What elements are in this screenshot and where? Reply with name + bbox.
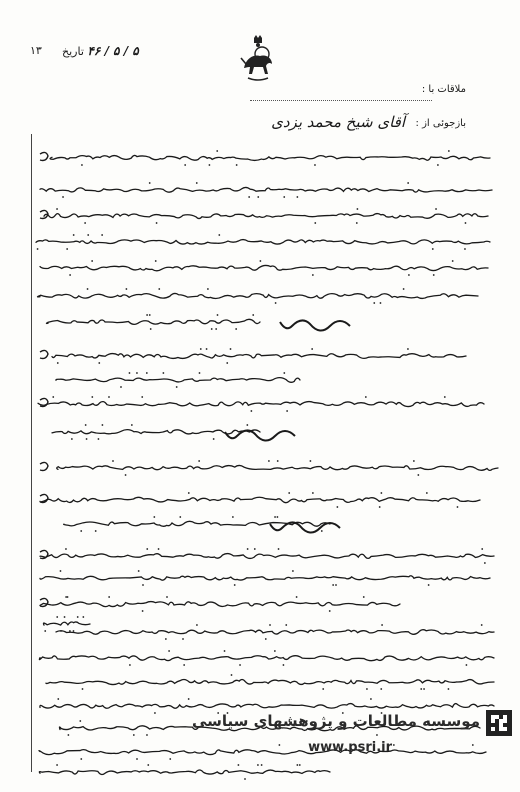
handwriting-dot (60, 570, 62, 572)
handwriting-dot (84, 222, 86, 224)
handwriting-dot (206, 348, 208, 350)
handwriting-dot (146, 548, 148, 550)
handwriting-dot (146, 314, 148, 316)
handwriting-dot (465, 222, 467, 224)
handwriting-dot (420, 688, 422, 690)
handwriting-dot (274, 650, 276, 652)
handwriting-dot (232, 516, 234, 518)
handwritten-line (44, 214, 488, 219)
handwriting-dot (198, 460, 200, 462)
handwriting-dot (380, 492, 382, 494)
handwriting-dot (380, 688, 382, 690)
handwriting-dot (224, 650, 226, 652)
handwriting-dot (155, 260, 157, 262)
handwriting-dot (278, 548, 280, 550)
handwriting-dot (312, 274, 314, 276)
handwriting-dot (365, 396, 367, 398)
handwriting-dot (283, 372, 285, 374)
handwriting-dot (82, 688, 84, 690)
handwriting-dot (299, 764, 301, 766)
handwritten-line (36, 240, 490, 245)
handwriting-dot (357, 208, 359, 210)
handwriting-dot (218, 234, 220, 236)
handwriting-dot (101, 234, 103, 236)
handwriting-dot (278, 744, 280, 746)
handwriting-dot (444, 396, 446, 398)
handwriting-dot (380, 302, 382, 304)
handwriting-dot (57, 698, 59, 700)
handwriting-dot (56, 764, 58, 766)
handwriting-dot (196, 624, 198, 626)
handwriting-dot (216, 150, 218, 152)
handwriting-dot (274, 516, 276, 518)
handwriting-dot (236, 164, 238, 166)
handwriting-dot (248, 196, 250, 198)
watermark-url: www.psri.ir (308, 740, 392, 755)
page-number: ١٣ (30, 44, 42, 57)
handwriting-dot (73, 630, 75, 632)
handwriting-dot (393, 744, 395, 746)
qa-marker (40, 152, 48, 160)
handwritten-line (52, 354, 466, 359)
handwritten-line (40, 554, 494, 559)
handwriting-dot (162, 372, 164, 374)
handwriting-dot (188, 492, 190, 494)
handwriting-dot (254, 548, 256, 550)
handwriting-dot (277, 460, 279, 462)
handwritten-line (46, 680, 494, 685)
handwriting-dot (370, 698, 372, 700)
handwriting-dot (472, 744, 474, 746)
handwriting-dot (67, 734, 69, 736)
handwriting-dot (142, 584, 144, 586)
handwriting-dot (65, 548, 67, 550)
handwriting-dot (176, 386, 178, 388)
handwriting-dot (87, 288, 89, 290)
handwriting-dot (417, 474, 419, 476)
handwritten-line (40, 576, 490, 580)
handwriting-dot (283, 664, 285, 666)
handwriting-dot (407, 182, 409, 184)
handwriting-dot (244, 778, 246, 780)
handwriting-dot (86, 438, 88, 440)
handwriting-dot (66, 248, 68, 250)
handwriting-dot (452, 260, 454, 262)
handwriting-dot (154, 712, 156, 714)
handwriting-dot (85, 424, 87, 426)
handwriting-dot (149, 314, 151, 316)
handwriting-dot (288, 492, 290, 494)
handwriting-dot (126, 288, 128, 290)
handwritten-line (56, 630, 494, 635)
handwriting-dot (296, 596, 298, 598)
handwriting-dot (435, 208, 437, 210)
handwriting-dot (98, 362, 100, 364)
handwriting-dot (230, 348, 232, 350)
handwritten-line (57, 465, 498, 470)
handwriting-dot (149, 182, 151, 184)
handwriting-dot (64, 616, 66, 618)
handwriting-dot (52, 396, 54, 398)
interrogation-name: آقای شیخ محمد یزدی (271, 113, 405, 131)
handwriting-dot (239, 664, 241, 666)
handwriting-dot (257, 764, 259, 766)
handwriting-dot (91, 396, 93, 398)
handwriting-dot (71, 438, 73, 440)
handwriting-dot (311, 348, 313, 350)
handwriting-dot (141, 396, 143, 398)
psri-logo-icon (486, 710, 512, 736)
handwriting-dot (200, 348, 202, 350)
handwriting-dot (314, 164, 316, 166)
handwriting-dot (213, 438, 215, 440)
handwriting-dot (188, 698, 190, 700)
handwriting-dot (207, 288, 209, 290)
qa-marker (40, 462, 48, 470)
handwritten-line (38, 402, 484, 407)
handwriting-dot (196, 182, 198, 184)
handwriting-dot (235, 328, 237, 330)
handwritten-line (40, 497, 480, 502)
handwriting-dot (423, 688, 425, 690)
handwriting-dot (142, 610, 144, 612)
handwriting-dot (261, 764, 263, 766)
handwriting-dot (80, 758, 82, 760)
handwriting-dot (292, 570, 294, 572)
handwritten-line (39, 750, 486, 755)
handwriting-dot (158, 288, 160, 290)
handwritten-line (40, 187, 492, 192)
handwriting-dot (312, 492, 314, 494)
handwritten-line (43, 622, 90, 625)
handwriting-dot (209, 164, 211, 166)
handwriting-dot (199, 372, 201, 374)
handwriting-dot (108, 596, 110, 598)
handwriting-dot (432, 248, 434, 250)
handwriting-dot (481, 624, 483, 626)
handwriting-dot (250, 410, 252, 412)
handwriting-dot (133, 734, 135, 736)
handwriting-dot (183, 664, 185, 666)
handwriting-dot (211, 328, 213, 330)
handwriting-dot (268, 460, 270, 462)
handwriting-dot (366, 688, 368, 690)
handwriting-dot (247, 548, 249, 550)
handwriting-dot (376, 734, 378, 736)
handwritten-line (40, 602, 400, 607)
handwritten-line (40, 704, 494, 709)
handwriting-dot (147, 764, 149, 766)
handwritten-line (39, 770, 330, 775)
handwriting-dot (62, 196, 64, 198)
handwriting-dot (464, 248, 466, 250)
handwriting-dot (296, 196, 298, 198)
handwriting-dot (217, 314, 219, 316)
handwriting-dot (112, 460, 114, 462)
handwriting-dot (182, 638, 184, 640)
handwriting-dot (296, 764, 298, 766)
handwriting-dot (79, 720, 81, 722)
handwriting-dot (286, 410, 288, 412)
handwriting-dot (81, 164, 83, 166)
handwriting-dot (484, 562, 486, 564)
handwriting-dot (356, 222, 358, 224)
handwriting-dot (336, 506, 338, 508)
handwriting-dot (381, 624, 383, 626)
handwriting-dot (269, 624, 271, 626)
handwriting-dot (457, 506, 459, 508)
handwriting-dot (129, 372, 131, 374)
handwriting-dot (57, 362, 59, 364)
handwriting-dot (481, 548, 483, 550)
handwriting-dot (433, 274, 435, 276)
handwriting-dot (87, 234, 89, 236)
handwriting-dot (136, 372, 138, 374)
handwriting-dot (234, 584, 236, 586)
handwriting-dot (403, 288, 405, 290)
handwriting-dot (466, 664, 468, 666)
handwritten-line (56, 378, 300, 383)
handwriting-dot (310, 460, 312, 462)
handwriting-dot (156, 222, 158, 224)
handwriting-dot (129, 664, 131, 666)
handwriting-dot (77, 616, 79, 618)
handwriting-dot (332, 584, 334, 586)
handwriting-dot (102, 424, 104, 426)
signature-flourish (280, 320, 350, 330)
handwriting-dot (138, 570, 140, 572)
handwriting-dot (277, 516, 279, 518)
handwriting-dot (413, 460, 415, 462)
handwriting-dot (108, 396, 110, 398)
handwritten-line (38, 293, 478, 298)
handwriting-dot (408, 274, 410, 276)
meeting-label: ملاقات با : (421, 84, 466, 95)
handwriting-dot (73, 234, 75, 236)
handwriting-dot (379, 506, 381, 508)
signature-flourish (270, 522, 340, 532)
handwriting-dot (44, 630, 46, 632)
handwriting-dot (69, 274, 71, 276)
handwriting-dot (448, 688, 450, 690)
handwriting-dot (238, 764, 240, 766)
handwritten-line (39, 656, 494, 661)
handwritten-line (50, 155, 490, 160)
handwriting-dot (91, 260, 93, 262)
handwriting-dot (226, 362, 228, 364)
handwriting-dot (98, 438, 100, 440)
handwriting-dot (265, 638, 267, 640)
handwriting-dot (428, 584, 430, 586)
handwriting-dot (146, 734, 148, 736)
handwriting-dot (283, 196, 285, 198)
handwriting-dot (165, 638, 167, 640)
handwriting-dot (65, 596, 67, 598)
handwriting-dot (231, 674, 233, 676)
handwriting-dot (329, 610, 331, 612)
handwriting-dot (146, 372, 148, 374)
date-value: ۵ / ۵ / ۴۶ (87, 44, 139, 58)
handwriting-dot (95, 530, 97, 532)
interrogation-label: بازجوئی از : (415, 118, 466, 129)
handwriting-dot (120, 386, 122, 388)
date-label: تاريخ (62, 45, 84, 58)
handwriting-dot (246, 424, 248, 426)
handwritten-line (46, 319, 260, 324)
handwriting-dot (322, 688, 324, 690)
handwriting-dot (153, 516, 155, 518)
watermark-name: موسسه مطالعات و پژوهشهای سیاسی (191, 712, 480, 730)
handwriting-dot (37, 248, 39, 250)
handwriting-dot (168, 650, 170, 652)
handwriting-dot (150, 328, 152, 330)
handwriting-dot (314, 222, 316, 224)
handwriting-dot (335, 584, 337, 586)
handwriting-dot (166, 596, 168, 598)
handwriting-dot (80, 530, 82, 532)
handwriting-dot (373, 302, 375, 304)
handwriting-dot (158, 548, 160, 550)
handwriting-dot (426, 492, 428, 494)
handwriting-dot (448, 150, 450, 152)
handwriting-dot (82, 616, 84, 618)
handwriting-dot (321, 530, 323, 532)
handwriting-dot (169, 758, 171, 760)
handwriting-dot (252, 314, 254, 316)
handwriting-dot (56, 208, 58, 210)
handwriting-dot (56, 616, 58, 618)
handwriting-dot (125, 474, 127, 476)
handwriting-dot (179, 516, 181, 518)
handwriting-dot (257, 196, 259, 198)
handwriting-dot (184, 164, 186, 166)
handwriting-dot (131, 424, 133, 426)
handwriting-dot (285, 624, 287, 626)
qa-marker (40, 350, 48, 358)
handwriting-dot (259, 260, 261, 262)
handwriting-dot (437, 164, 439, 166)
handwriting-dot (215, 328, 217, 330)
handwriting-dot (407, 348, 409, 350)
handwriting-dot (363, 596, 365, 598)
handwritten-line (40, 265, 488, 270)
handwriting-dot (136, 758, 138, 760)
handwriting-dot (275, 302, 277, 304)
handwritten-line (52, 430, 260, 434)
